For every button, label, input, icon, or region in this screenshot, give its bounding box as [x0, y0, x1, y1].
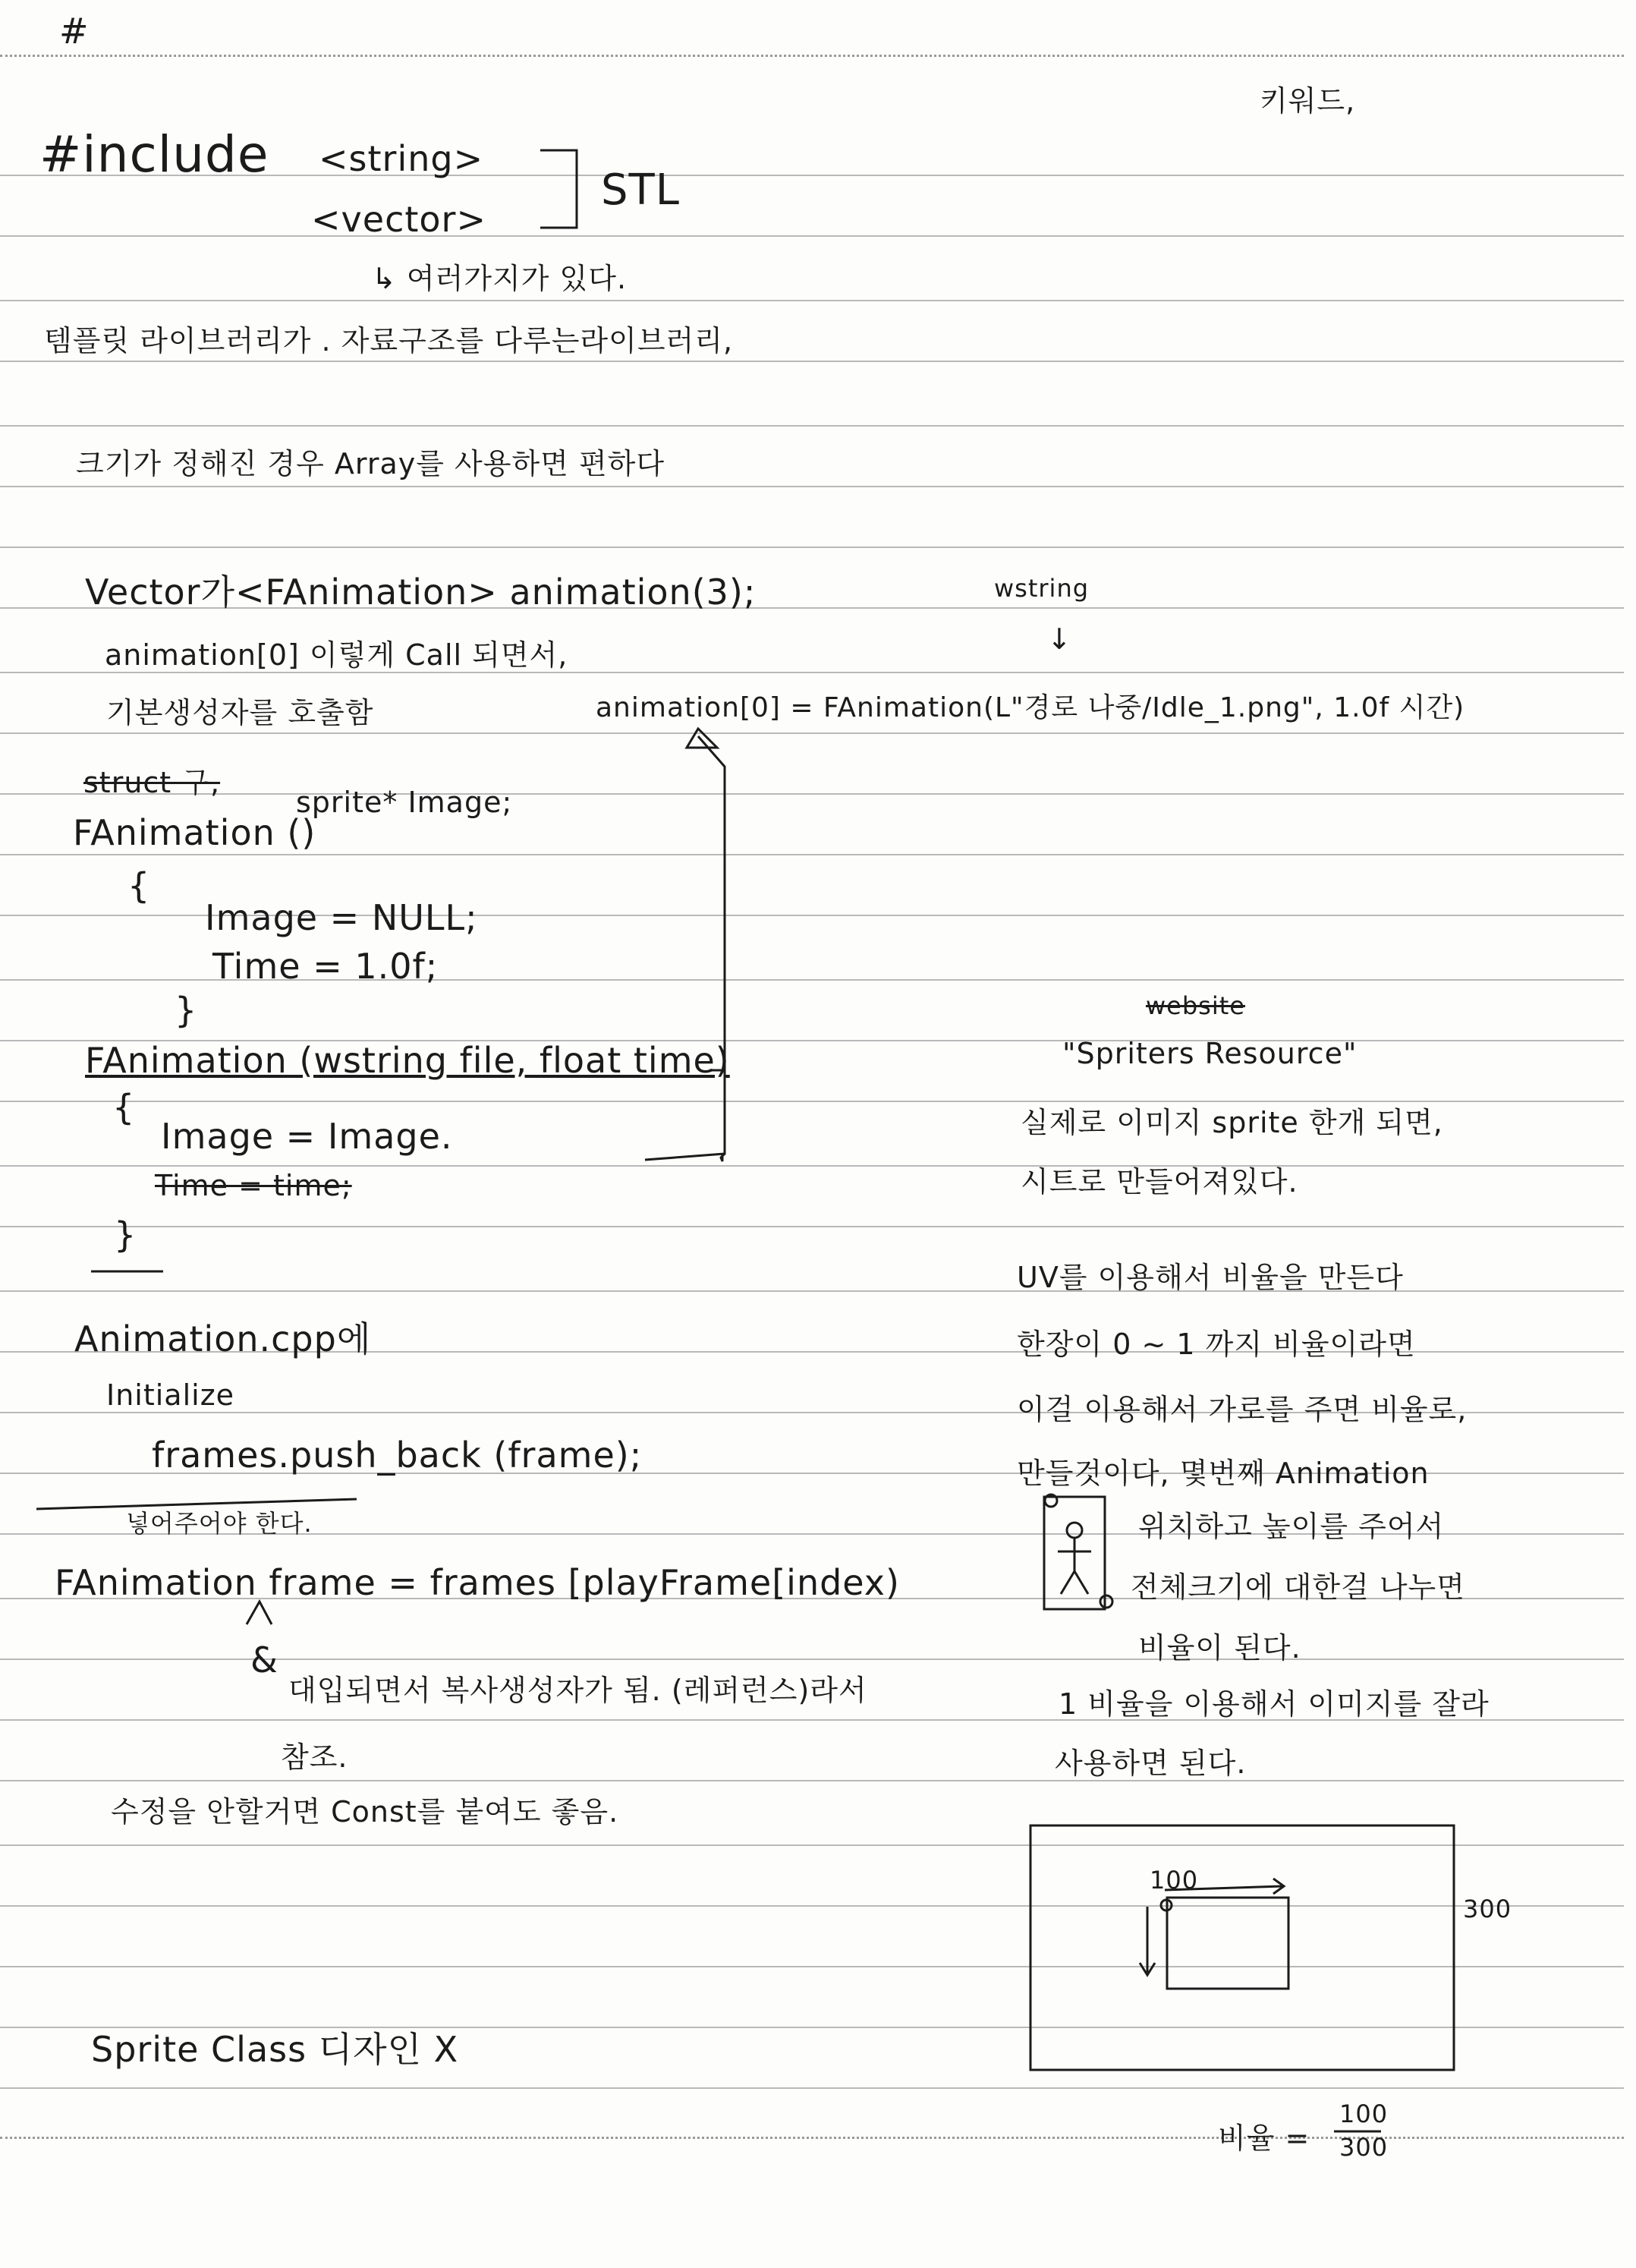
- sub-frame-rect: [1167, 1898, 1288, 1989]
- open-brace-2: {: [112, 1087, 136, 1128]
- vector-header: <vector>: [311, 199, 486, 240]
- make-it-note: 만들것이다, 몇번째 Animation: [1017, 1457, 1430, 1490]
- top-width-arrow: [1165, 1879, 1284, 1894]
- use-this-note: 이걸 이용해서 가로를 주면 비율로,: [1017, 1393, 1468, 1426]
- close-brace: }: [175, 990, 198, 1031]
- fanimation-param-ctor: FAnimation (wstring file, float time): [85, 1040, 730, 1081]
- connector-bracket: [709, 1070, 725, 1161]
- ratio-numerator: 100: [1339, 2099, 1389, 2128]
- animation-cpp-label: Animation.cpp에: [74, 1318, 372, 1359]
- image-null-line: Image = NULL;: [205, 897, 478, 938]
- frame-assign-line: FAnimation frame = frames [playFrame[index): [55, 1562, 900, 1603]
- template-library-note: 템플릿 라이브러리가 . 자료구조를 다루는라이브러리,: [44, 324, 734, 358]
- ampersand-mark: &: [250, 1640, 278, 1681]
- ratio-formula-label: 비율 =: [1218, 2122, 1310, 2155]
- string-header: <string>: [319, 138, 484, 179]
- sprite-image-member: sprite* Image;: [296, 786, 513, 819]
- must-put-note: 넣어주어야 한다.: [126, 1509, 313, 1538]
- ratio-is-note: 비율이 된다.: [1138, 1631, 1301, 1665]
- reference-note-2: 참조.: [281, 1740, 348, 1774]
- down-height-arrow: [1140, 1907, 1155, 1975]
- wstring-label: wstring: [994, 574, 1090, 603]
- const-note: 수정을 안할거면 Const를 붙여도 좋음.: [111, 1795, 619, 1829]
- image-assign-line: Image = Image.: [161, 1116, 453, 1157]
- time-init-line: Time = 1.0f;: [212, 946, 439, 987]
- dimension-100: 100: [1150, 1866, 1199, 1895]
- ctor-note: 기본생성자를 호출함: [106, 696, 374, 729]
- close-brace-2: }: [114, 1214, 137, 1255]
- sheet-note: 시트로 만들어져있다.: [1021, 1165, 1298, 1199]
- caret-mark: [247, 1602, 272, 1624]
- array-note: 크기가 정해진 경우 Array를 사용하면 편하다: [76, 447, 665, 480]
- one-sheet-note: 한장이 0 ~ 1 까지 비율이라면: [1017, 1328, 1416, 1361]
- spriters-resource: "Spriters Resource": [1062, 1037, 1358, 1070]
- struct-keyword: struct 구,: [83, 766, 221, 799]
- sprite-sheet-outline: [1030, 1825, 1454, 2070]
- reference-note: 대입되면서 복사생성자가 됨. (레퍼런스)라서: [288, 1674, 867, 1707]
- fanimation-default-ctor: FAnimation (): [73, 812, 316, 853]
- ratio-denominator: 300: [1339, 2133, 1389, 2162]
- total-size-note: 전체크기에 대한걸 나누면: [1131, 1570, 1465, 1604]
- dimension-300: 300: [1463, 1895, 1512, 1923]
- stl-label: STL: [601, 165, 680, 215]
- open-brace: {: [127, 865, 151, 906]
- animation-assign-line: animation[0] = FAnimation(L"경로 나중/Idle_1.png", 1.0f 시간): [596, 692, 1465, 723]
- stl-bracket: [540, 150, 577, 228]
- frame-handle-bottom: [1100, 1595, 1112, 1608]
- stick-head: [1067, 1523, 1082, 1538]
- position-note: 위치하고 높이를 주어서: [1138, 1510, 1445, 1543]
- sprite-class-note: Sprite Class 디자인 X: [91, 2029, 459, 2070]
- many-things-note: ↳ 여러가지가 있다.: [372, 262, 628, 295]
- connector-line: [645, 736, 725, 1160]
- push-back-underline: [36, 1499, 357, 1509]
- use-ok-note: 사용하면 된다.: [1055, 1747, 1247, 1780]
- one-ratio-note: 1 비율을 이용해서 이미지를 잘라: [1059, 1687, 1490, 1721]
- uv-note: UV를 이용해서 비율을 만든다: [1017, 1261, 1404, 1294]
- connector-arrowhead: [687, 729, 717, 748]
- stick-body: [1058, 1538, 1091, 1594]
- down-arrow: ↓: [1047, 622, 1072, 656]
- include-directive: #include: [39, 125, 269, 184]
- call-note: animation[0] 이렇게 Call 되면서,: [105, 638, 568, 672]
- real-sprite-note: 실제로 이미지 sprite 한개 되면,: [1021, 1106, 1443, 1139]
- corner-keyword: 키워드,: [1260, 84, 1356, 118]
- initialize-label: Initialize: [106, 1378, 235, 1412]
- time-assign-line: Time = time;: [155, 1169, 352, 1202]
- vector-declaration: Vector가<FAnimation> animation(3);: [85, 572, 757, 613]
- push-back-line: frames.push_back (frame);: [152, 1435, 643, 1476]
- page-mark: #: [59, 11, 90, 52]
- website-label: website: [1146, 991, 1245, 1020]
